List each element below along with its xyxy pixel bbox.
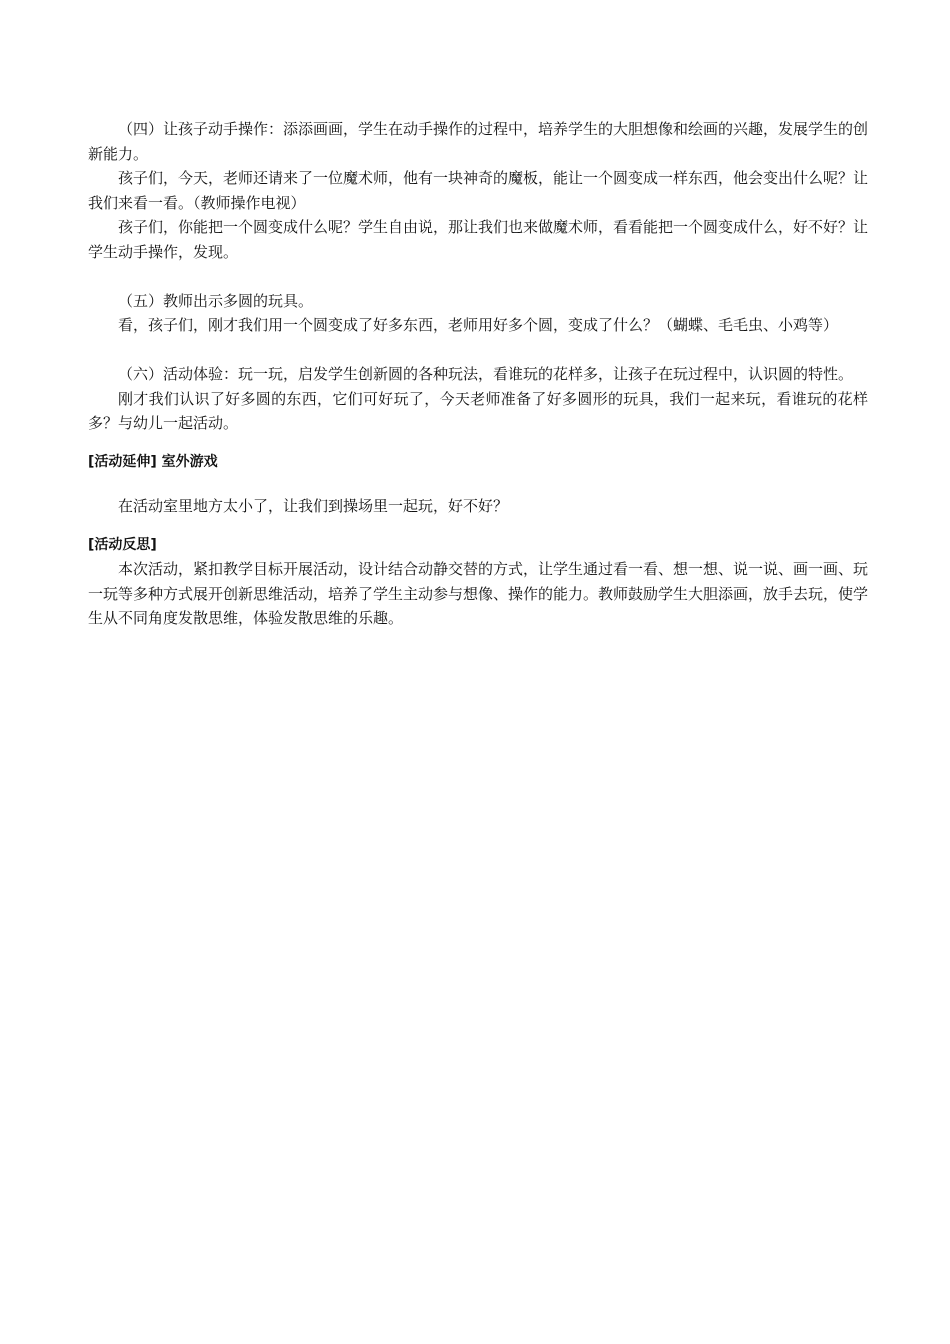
section-4-paragraph-2: 孩子们，你能把一个圆变成什么呢？学生自由说，那让我们也来做魔术师，看看能把一个圆变成什么，好不好？让学生动手操作，发现。 <box>88 218 869 261</box>
section-6-paragraph-1: 刚才我们认识了好多圆的东西，它们可好玩了，今天老师准备了好多圆形的玩具，我们一起来玩，看谁玩的花样多？与幼儿一起活动。 <box>88 389 868 432</box>
spacer <box>88 338 868 363</box>
spacer <box>88 436 868 450</box>
section-4-intro: （四）让孩子动手操作：添添画画，学生在动手操作的过程中，培养学生的大胆想像和绘画的兴趣，发展学生的创新能力。 <box>88 120 869 163</box>
section-6-intro: （六）活动体验：玩一玩，启发学生创新圆的各种玩法，看谁玩的花样多，让孩子在玩过程中，认识圆的特性。 <box>118 365 854 383</box>
extension-paragraph: 在活动室里地方太小了，让我们到操场里一起玩，好不好？ <box>118 497 509 515</box>
document-page <box>88 117 868 631</box>
spacer <box>88 264 868 289</box>
section-5-paragraph-1: 看，孩子们，刚才我们用一个圆变成了好多东西，老师用好多个圆，变成了什么？（蝴蝶、毛毛虫、小鸡等） <box>118 316 839 334</box>
spacer <box>88 519 868 533</box>
extension-heading: [活动延伸] 室外游戏 <box>88 453 218 470</box>
spacer <box>88 474 868 494</box>
section-4-paragraph-1: 孩子们，今天，老师还请来了一位魔术师，他有一块神奇的魔板，能让一个圆变成一样东西，他会变出什么呢？让我们来看一看。（教师操作电视） <box>88 169 869 212</box>
section-5-intro: （五）教师出示多圆的玩具。 <box>118 291 314 310</box>
reflection-heading: [活动反思] <box>88 536 157 553</box>
reflection-paragraph: 本次活动，紧扣教学目标开展活动，设计结合动静交替的方式，让学生通过看一看、想一想、说一说、画一画、玩一玩等多种方式展开创新思维活动，培养了学生主动参与想像、操作的能力。教师鼓励学生大胆添画，放手去玩，使学生从不同角度发散思维，体验发散思维的乐趣。 <box>88 560 869 627</box>
